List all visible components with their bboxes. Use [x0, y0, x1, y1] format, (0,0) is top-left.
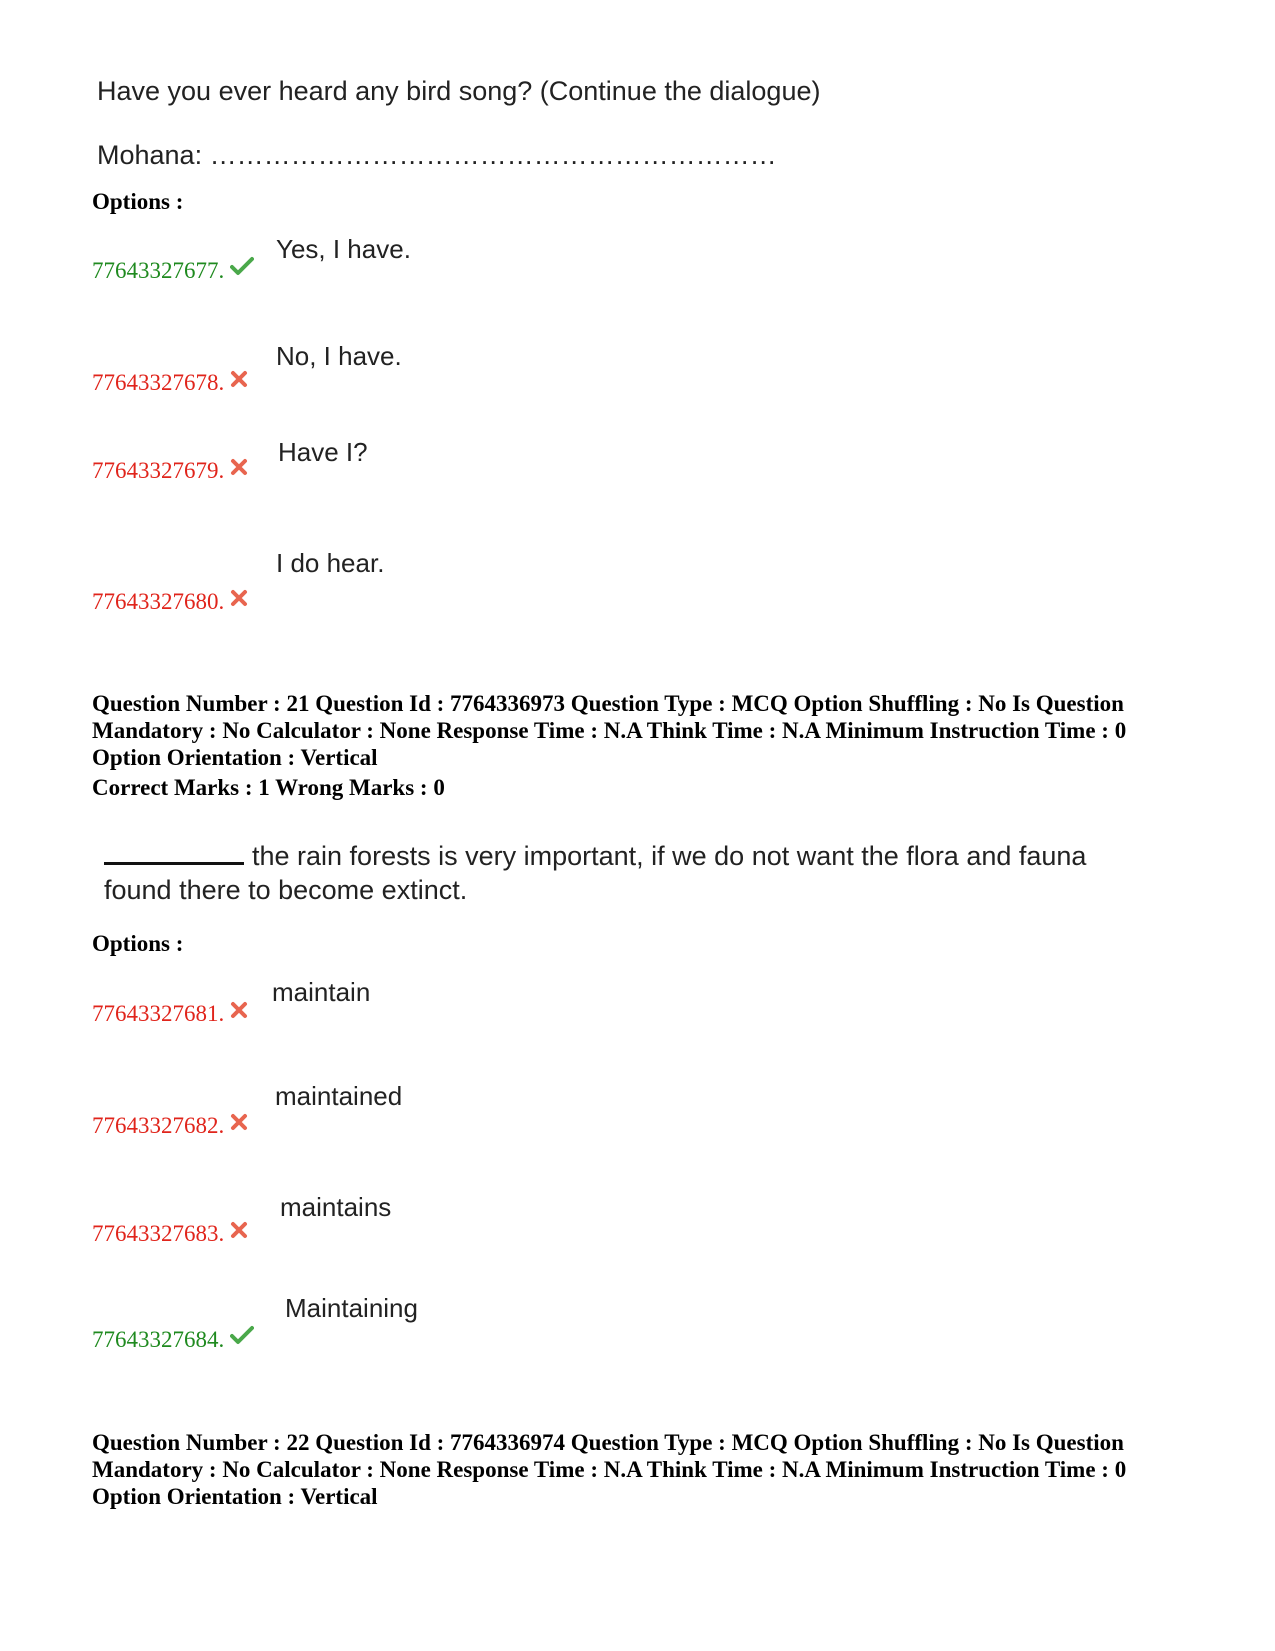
option-text: I do hear.: [276, 548, 385, 578]
option-id: [92, 258, 254, 286]
question-stem-line1: [104, 840, 1086, 872]
cross-icon: [230, 999, 248, 1025]
option-id: [92, 1113, 248, 1141]
option-id-text: 77643327683.: [92, 1221, 225, 1246]
option-id: [92, 1327, 254, 1355]
option-text: maintained: [275, 1081, 403, 1111]
cross-icon: [230, 368, 248, 394]
question-stem-line2: found there to become extinct.: [104, 875, 468, 905]
options-label: Options :: [92, 189, 184, 214]
option-text: maintain: [272, 977, 371, 1007]
option-id-text: 77643327681.: [92, 1001, 225, 1026]
option-id-text: 77643327677.: [92, 258, 225, 283]
question-meta: Question Number : 21 Question Id : 7764336973 Question Type : MCQ Option Shuffling : No Is Question Mandatory : No Calculator : None Response Time : N.A Think Time : N.A Minimum Instruction Time : 0 Option Orientation : Vertical: [92, 691, 1127, 770]
answer-blank: [104, 840, 244, 865]
option-id-text: 77643327684.: [92, 1327, 225, 1352]
option-id-text: 77643327678.: [92, 370, 225, 395]
option-id-text: 77643327680.: [92, 589, 225, 614]
option-text: Maintaining: [285, 1293, 418, 1323]
question-marks: Correct Marks : 1 Wrong Marks : 0: [92, 775, 445, 800]
option-id-text: 77643327679.: [92, 458, 225, 483]
check-icon: [230, 1325, 254, 1351]
option-text: No, I have.: [276, 341, 402, 371]
options-label: Options :: [92, 931, 184, 956]
option-id: [92, 1221, 248, 1249]
question-meta: Question Number : 22 Question Id : 7764336974 Question Type : MCQ Option Shuffling : No Is Question Mandatory : No Calculator : None Response Time : N.A Think Time : N.A Minimum Instruction Time : 0 Option Orientation : Vertical: [92, 1430, 1127, 1509]
dialogue-line: Mohana: ………………………………………………………: [97, 140, 777, 170]
option-id: [92, 458, 248, 486]
cross-icon: [230, 1111, 248, 1137]
option-id-text: 77643327682.: [92, 1113, 225, 1138]
cross-icon: [230, 456, 248, 482]
option-id: [92, 1001, 248, 1029]
cross-icon: [230, 587, 248, 613]
question-stem: Have you ever heard any bird song? (Continue the dialogue): [97, 76, 821, 106]
question-text: the rain forests is very important, if we do not want the flora and fauna: [252, 841, 1087, 871]
option-id: [92, 370, 248, 398]
option-text: maintains: [280, 1192, 392, 1222]
option-id: [92, 589, 248, 617]
cross-icon: [230, 1219, 248, 1245]
option-text: Have I?: [278, 437, 368, 467]
option-text: Yes, I have.: [276, 234, 411, 264]
check-icon: [230, 256, 254, 282]
